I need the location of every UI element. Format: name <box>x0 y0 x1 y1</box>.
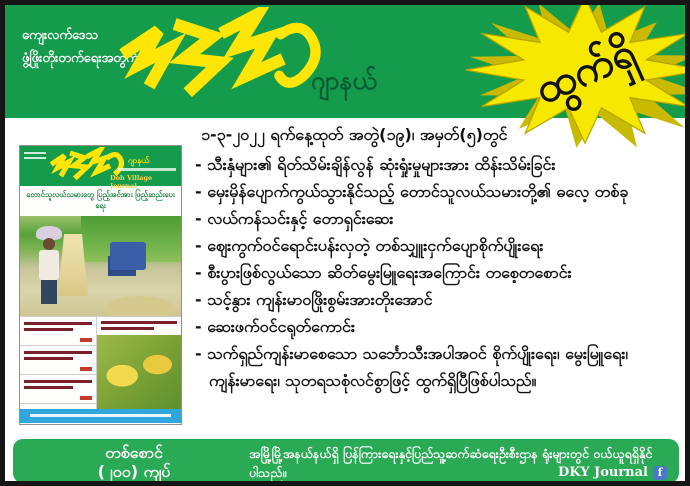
thresher-machine <box>110 242 146 270</box>
cover-tagline-lines <box>24 152 46 162</box>
issue-line: ၁-၃-၂၀၂၂ ရက်နေ့ထုတ် အတွဲ(၁၉)၊ အမှတ်(၅)တွင် <box>201 125 508 144</box>
contents-item: - ဈေးကွက်ဝင်ရောင်းပန်းလှတဲ့ တစ်သျှူးငှက်ပျောစိုက်ပျိုးရေး <box>195 236 544 255</box>
price-block <box>35 443 233 481</box>
contents-item: - လယ်ကန်သင်းနှင့် တောရှင်းဆေး <box>195 209 394 228</box>
facebook-icon: f <box>653 466 667 480</box>
page-number-tag <box>80 396 92 400</box>
contents-list <box>195 151 687 394</box>
banana-plantation-photo <box>97 335 181 409</box>
brand-logo <box>113 7 328 113</box>
contents-section <box>195 124 687 394</box>
footer-bar <box>13 439 679 483</box>
cover-photo-caption <box>97 317 181 335</box>
hay-pile <box>105 296 175 316</box>
contents-item: - သက်ရှည်ကျန်းမာစေသော သင်္ဘောသီးအပါအဝင် စိုက်ပျိုးရေး၊ မွေးမြူရေး၊ ကျန်းမာရေး၊ သုတရသစုံလင်စွာဖြင့် ထွက်ရှိပြီဖြစ်ပါသည်။ <box>195 344 628 390</box>
contents-item: - သီးနှံများ၏ ရိတ်သိမ်းချိန်လွန် ဆုံးရှုံးမှုများအား ထိန်းသိမ်းခြင်း <box>195 155 556 174</box>
cover-article-grid <box>20 316 181 409</box>
cover-photo-farmer-winnowing <box>20 216 181 316</box>
starburst-label: ထွက်ရှိ <box>527 26 643 114</box>
contents-item: - စီးပွားဖြစ်လွယ်သော ဆိတ်မွေးမြူရေးအကြောင်း တစေ့တစောင်း <box>195 263 572 282</box>
page-number-tag <box>80 367 92 371</box>
cover-footer-strip <box>20 409 181 423</box>
cover-masthead <box>20 146 181 190</box>
cover-english-name: Doh Village Journal <box>110 174 153 190</box>
page-number-tag <box>80 338 92 342</box>
cover-article-blurb <box>20 375 96 404</box>
cover-brand-logo <box>48 147 126 177</box>
tagline-line1: ကျေးလက်ဒေသ <box>22 28 98 43</box>
contents-item: - မှေးမှိန်ပျောက်ကွယ်သွားနိုင်သည့် တောင်သူလယ်သမားတို့၏ ဓလေ့ တစ်ခု <box>195 182 629 201</box>
journal-cover-thumbnail <box>19 145 182 425</box>
cover-article-blurb <box>20 317 96 346</box>
contents-item: - ဆေးဖက်ဝင်ငရုတ်ကောင်း <box>195 317 355 336</box>
publisher-credit <box>558 465 667 480</box>
price-line1: တစ်စောင် <box>105 443 163 462</box>
cover-photo-column <box>97 317 181 409</box>
cover-article-blurb <box>20 346 96 375</box>
cover-article-column <box>20 317 97 409</box>
journal-word: ဂျာနယ် <box>311 66 377 95</box>
tagline-line2: ဖွံ့ဖြိုးတိုးတက်ရေးအတွက် <box>22 50 139 66</box>
cover-headline: တောင်သူလယ်သမားတွေ ပြည့်အင်အား ဖြည့်ဆည်းပေးရေး <box>26 190 175 211</box>
brand-logo-calligraphy-icon <box>113 7 328 109</box>
cover-issue-info-line <box>118 168 176 171</box>
availability-text: အမြို့မြို့အနယ်နယ်ရှိ ပြန်ကြားရေးနှင့်ပြည်သူ့ဆက်ဆံရေးဦးစီးဌာန ရုံးများတွင် ဝယ်ယူရရှိနိုင်ပါသည်။ <box>249 446 653 481</box>
cover-journal-word: ဂျာနယ် <box>128 156 150 165</box>
contents-item: - သင့်နွား ကျန်းမာဝဖြိုးစွမ်းအားတိုးအောင် <box>195 290 433 309</box>
price-line2: (၂၀၀) ကျပ် <box>97 462 171 482</box>
publisher-credit-label: DKY Journal <box>558 465 648 480</box>
